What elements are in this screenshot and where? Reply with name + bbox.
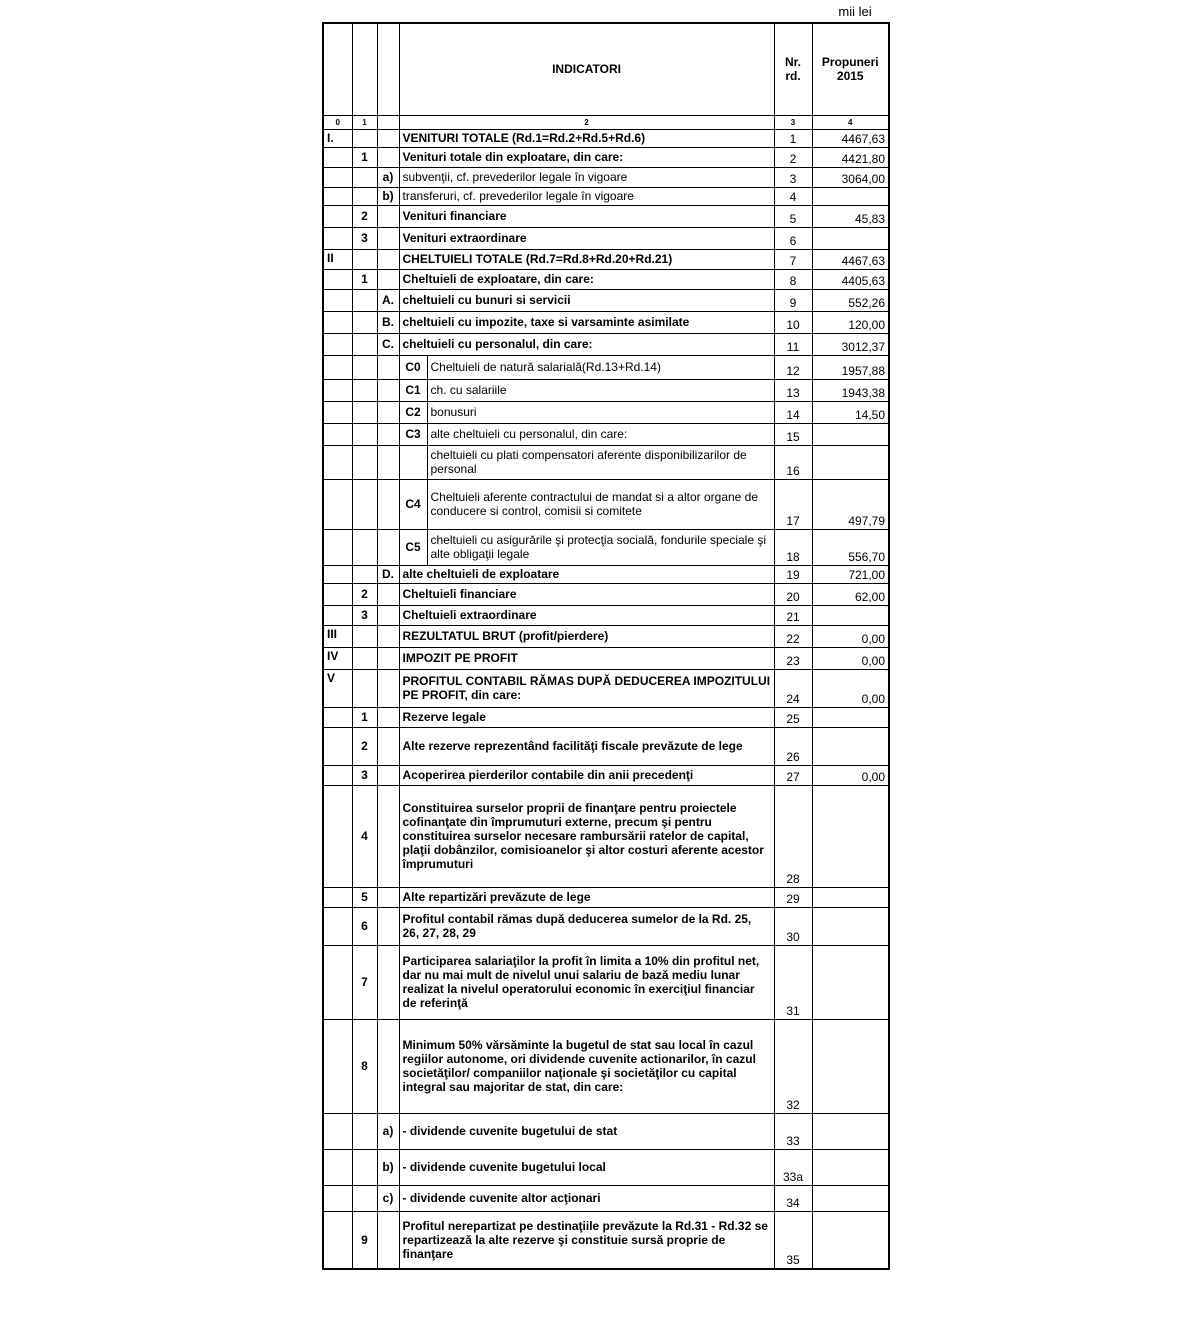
cell-c0 (323, 355, 352, 379)
cell-val: 497,79 (812, 479, 889, 529)
cell-c1 (352, 423, 377, 445)
index-row (323, 115, 889, 129)
cell-val (812, 785, 889, 887)
cell-c0 (323, 269, 352, 289)
cell-nr: 25 (774, 707, 812, 727)
cell-c0 (323, 333, 352, 355)
cell-c0 (323, 765, 352, 785)
cell-c0 (323, 289, 352, 311)
table-row (323, 205, 889, 227)
cell-nr: 27 (774, 765, 812, 785)
cell-c3 (399, 445, 427, 479)
cell-val (812, 1113, 889, 1149)
cell-c2 (377, 1211, 399, 1269)
cell-c0 (323, 707, 352, 727)
cell-c0 (323, 529, 352, 565)
cell-c0 (323, 583, 352, 605)
table-row (323, 669, 889, 707)
cell-c1: 8 (352, 1019, 377, 1113)
cell-c0 (323, 401, 352, 423)
cell-c1: 1 (352, 269, 377, 289)
cell-nr: 13 (774, 379, 812, 401)
cell-val: 3064,00 (812, 167, 889, 187)
cell-nr: 24 (774, 669, 812, 707)
cell-label: cheltuieli cu personalul, din care: (399, 333, 774, 355)
cell-val (812, 727, 889, 765)
cell-c1 (352, 565, 377, 583)
cell-nr: 14 (774, 401, 812, 423)
cell-val: 1943,38 (812, 379, 889, 401)
cell-c0: V (323, 669, 352, 707)
cell-c0 (323, 727, 352, 765)
cell-val: 4421,80 (812, 147, 889, 167)
cell-c0 (323, 1019, 352, 1113)
cell-nr: 5 (774, 205, 812, 227)
cell-label: Venituri extraordinare (399, 227, 774, 249)
cell-c2 (377, 583, 399, 605)
cell-c2 (377, 1019, 399, 1113)
cell-nr: 15 (774, 423, 812, 445)
table-row (323, 565, 889, 583)
cell-c1 (352, 129, 377, 147)
cell-c2 (377, 887, 399, 907)
table-row (323, 887, 889, 907)
cell-c2: C. (377, 333, 399, 355)
table-row (323, 529, 889, 565)
cell-c1: 6 (352, 907, 377, 945)
cell-c1: 2 (352, 727, 377, 765)
cell-c2 (377, 945, 399, 1019)
index-0: 0 (323, 115, 352, 129)
index-2: 2 (399, 115, 774, 129)
table-row (323, 269, 889, 289)
cell-c2 (377, 249, 399, 269)
cell-val: 556,70 (812, 529, 889, 565)
cell-val: 4405,63 (812, 269, 889, 289)
table-row (323, 625, 889, 647)
cell-nr: 16 (774, 445, 812, 479)
table-row (323, 289, 889, 311)
cell-c2 (377, 227, 399, 249)
cell-nr: 3 (774, 167, 812, 187)
cell-val (812, 1185, 889, 1211)
cell-c2 (377, 147, 399, 167)
cell-c1 (352, 379, 377, 401)
cell-label: cheltuieli cu impozite, taxe si varsaminte asimilate (399, 311, 774, 333)
cell-c2 (377, 269, 399, 289)
cell-label: Cheltuieli de natură salarială(Rd.13+Rd.14) (427, 355, 774, 379)
cell-val: 14,50 (812, 401, 889, 423)
cell-val (812, 445, 889, 479)
cell-c0 (323, 147, 352, 167)
cell-label: ch. cu salariile (427, 379, 774, 401)
cell-c2 (377, 625, 399, 647)
cell-c2 (377, 205, 399, 227)
cell-c0 (323, 187, 352, 205)
cell-val (812, 945, 889, 1019)
cell-nr: 23 (774, 647, 812, 669)
cell-c2 (377, 529, 399, 565)
cell-c2 (377, 401, 399, 423)
cell-label: Venituri financiare (399, 205, 774, 227)
cell-c2 (377, 129, 399, 147)
cell-c0 (323, 445, 352, 479)
cell-c2: a) (377, 167, 399, 187)
cell-c1 (352, 1185, 377, 1211)
cell-c2: A. (377, 289, 399, 311)
cell-nr: 32 (774, 1019, 812, 1113)
cell-val: 0,00 (812, 647, 889, 669)
cell-nr: 8 (774, 269, 812, 289)
cell-c2 (377, 727, 399, 765)
cell-nr: 4 (774, 187, 812, 205)
cell-c2 (377, 423, 399, 445)
cell-c0: I. (323, 129, 352, 147)
cell-c1 (352, 529, 377, 565)
index-4: 4 (812, 115, 889, 129)
cell-nr: 9 (774, 289, 812, 311)
cell-c1: 7 (352, 945, 377, 1019)
cell-val (812, 423, 889, 445)
table-row (323, 765, 889, 785)
cell-c2 (377, 647, 399, 669)
table-row (323, 129, 889, 147)
table-row (323, 583, 889, 605)
cell-c3: C0 (399, 355, 427, 379)
cell-c0 (323, 423, 352, 445)
cell-val: 721,00 (812, 565, 889, 583)
cell-c2 (377, 355, 399, 379)
table-row (323, 147, 889, 167)
cell-c2: b) (377, 187, 399, 205)
cell-val (812, 1019, 889, 1113)
cell-label: Cheltuieli financiare (399, 583, 774, 605)
cell-c1 (352, 625, 377, 647)
cell-c1: 3 (352, 227, 377, 249)
table-row (323, 167, 889, 187)
cell-label: Alte rezerve reprezentând facilităţi fiscale prevăzute de lege (399, 727, 774, 765)
index-1: 1 (352, 115, 377, 129)
cell-nr: 28 (774, 785, 812, 887)
budget-table (322, 22, 890, 1270)
cell-label: - dividende cuvenite altor acţionari (399, 1185, 774, 1211)
table-row (323, 785, 889, 887)
cell-c3: C2 (399, 401, 427, 423)
cell-nr: 18 (774, 529, 812, 565)
cell-c1 (352, 311, 377, 333)
cell-c0 (323, 785, 352, 887)
cell-val (812, 187, 889, 205)
cell-label: Acoperirea pierderilor contabile din anii precedenţi (399, 765, 774, 785)
cell-label: Alte repartizări prevăzute de lege (399, 887, 774, 907)
cell-c2: c) (377, 1185, 399, 1211)
cell-val (812, 707, 889, 727)
cell-c0 (323, 1113, 352, 1149)
cell-c0 (323, 227, 352, 249)
cell-nr: 20 (774, 583, 812, 605)
cell-c1 (352, 167, 377, 187)
table-row (323, 187, 889, 205)
cell-label: Cheltuieli aferente contractului de mandat si a altor organe de conducere si control, comisii si comitete (427, 479, 774, 529)
cell-c2 (377, 785, 399, 887)
propuneri-header: Propuneri 2015 (812, 23, 889, 115)
cell-nr: 31 (774, 945, 812, 1019)
cell-c3: C3 (399, 423, 427, 445)
cell-val: 552,26 (812, 289, 889, 311)
cell-c2 (377, 669, 399, 707)
unit-label: mii lei (838, 4, 872, 19)
cell-val (812, 605, 889, 625)
cell-c2: b) (377, 1149, 399, 1185)
cell-c1 (352, 479, 377, 529)
cell-c1: 5 (352, 887, 377, 907)
cell-label: - dividende cuvenite bugetului de stat (399, 1113, 774, 1149)
cell-nr: 7 (774, 249, 812, 269)
cell-c0 (323, 1211, 352, 1269)
cell-c0 (323, 945, 352, 1019)
cell-c1 (352, 187, 377, 205)
table-row (323, 1113, 889, 1149)
cell-c1 (352, 401, 377, 423)
cell-val (812, 887, 889, 907)
cell-nr: 35 (774, 1211, 812, 1269)
table-row (323, 907, 889, 945)
cell-nr: 11 (774, 333, 812, 355)
table-row (323, 605, 889, 625)
cell-c1: 3 (352, 605, 377, 625)
index-3: 3 (774, 115, 812, 129)
table-row (323, 423, 889, 445)
cell-c2: D. (377, 565, 399, 583)
cell-nr: 10 (774, 311, 812, 333)
cell-c1 (352, 1113, 377, 1149)
cell-label: alte cheltuieli de exploatare (399, 565, 774, 583)
cell-label: transferuri, cf. prevederilor legale în vigoare (399, 187, 774, 205)
cell-val: 0,00 (812, 669, 889, 707)
cell-label: Profitul nerepartizat pe destinaţiile prevăzute la Rd.31 - Rd.32 se repartizează la alte rezerve şi constituie sursă proprie de finanţare (399, 1211, 774, 1269)
cell-nr: 19 (774, 565, 812, 583)
cell-label: alte cheltuieli cu personalul, din care: (427, 423, 774, 445)
cell-label: cheltuieli cu bunuri si servicii (399, 289, 774, 311)
cell-c2 (377, 479, 399, 529)
cell-c2 (377, 707, 399, 727)
cell-val: 4467,63 (812, 249, 889, 269)
table-row (323, 445, 889, 479)
cell-c0 (323, 167, 352, 187)
cell-label: REZULTATUL BRUT (profit/pierdere) (399, 625, 774, 647)
table-row (323, 333, 889, 355)
cell-c0 (323, 379, 352, 401)
cell-c2 (377, 605, 399, 625)
cell-val: 62,00 (812, 583, 889, 605)
cell-c2: B. (377, 311, 399, 333)
cell-label: Participarea salariaţilor la profit în limita a 10% din profitul net, dar nu mai mult de nivelul unui salariu de bază mediu lunar realizat la nivelul operatorului economic în exerciţiul financiar de referinţă (399, 945, 774, 1019)
cell-c1: 3 (352, 765, 377, 785)
table-row (323, 227, 889, 249)
cell-nr: 29 (774, 887, 812, 907)
cell-c1: 2 (352, 205, 377, 227)
table-row (323, 479, 889, 529)
cell-c0 (323, 605, 352, 625)
cell-label: bonusuri (427, 401, 774, 423)
table-row (323, 355, 889, 379)
cell-val: 3012,37 (812, 333, 889, 355)
table-row (323, 1211, 889, 1269)
cell-c3: C4 (399, 479, 427, 529)
cell-c1: 4 (352, 785, 377, 887)
cell-c0 (323, 311, 352, 333)
table-row (323, 647, 889, 669)
cell-c1 (352, 289, 377, 311)
header-row (323, 23, 889, 115)
cell-c1: 9 (352, 1211, 377, 1269)
cell-label: CHELTUIELI TOTALE (Rd.7=Rd.8+Rd.20+Rd.21) (399, 249, 774, 269)
cell-c1 (352, 355, 377, 379)
cell-c0 (323, 1149, 352, 1185)
cell-c1 (352, 333, 377, 355)
cell-c1: 1 (352, 707, 377, 727)
cell-val (812, 227, 889, 249)
cell-c0 (323, 887, 352, 907)
cell-val (812, 907, 889, 945)
cell-nr: 2 (774, 147, 812, 167)
cell-val: 4467,63 (812, 129, 889, 147)
table-row (323, 249, 889, 269)
table-row (323, 401, 889, 423)
cell-label: - dividende cuvenite bugetului local (399, 1149, 774, 1185)
cell-label: VENITURI TOTALE (Rd.1=Rd.2+Rd.5+Rd.6) (399, 129, 774, 147)
cell-nr: 6 (774, 227, 812, 249)
cell-c0: III (323, 625, 352, 647)
cell-c1 (352, 445, 377, 479)
cell-c0 (323, 1185, 352, 1211)
table-row (323, 1019, 889, 1113)
cell-c0 (323, 205, 352, 227)
cell-label: Venituri totale din exploatare, din care: (399, 147, 774, 167)
cell-val: 0,00 (812, 625, 889, 647)
cell-label: Minimum 50% vărsăminte la bugetul de stat sau local în cazul regiilor autonome, ori dividende cuvenite actionarilor, în cazul societăţilor/ companiilor naţionale şi societăţilor cu capital integral sau majoritar de stat, din care: (399, 1019, 774, 1113)
cell-c2 (377, 765, 399, 785)
cell-val (812, 1149, 889, 1185)
table-row (323, 1185, 889, 1211)
cell-val: 0,00 (812, 765, 889, 785)
cell-label: Cheltuieli de exploatare, din care: (399, 269, 774, 289)
nr-rd-header: Nr. rd. (774, 23, 812, 115)
cell-c1 (352, 647, 377, 669)
cell-nr: 17 (774, 479, 812, 529)
cell-nr: 21 (774, 605, 812, 625)
cell-c1 (352, 249, 377, 269)
cell-nr: 33a (774, 1149, 812, 1185)
cell-c1: 2 (352, 583, 377, 605)
cell-c0: II (323, 249, 352, 269)
cell-c2 (377, 445, 399, 479)
table-row (323, 379, 889, 401)
cell-nr: 34 (774, 1185, 812, 1211)
cell-c0 (323, 565, 352, 583)
table-row (323, 707, 889, 727)
cell-label: subvenţii, cf. prevederilor legale în vigoare (399, 167, 774, 187)
cell-label: IMPOZIT PE PROFIT (399, 647, 774, 669)
cell-label: PROFITUL CONTABIL RĂMAS DUPĂ DEDUCEREA IMPOZITULUI PE PROFIT, din care: (399, 669, 774, 707)
cell-c0: IV (323, 647, 352, 669)
cell-c3: C1 (399, 379, 427, 401)
cell-label: cheltuieli cu asigurările şi protecţia socială, fondurile speciale şi alte obligaţii legale (427, 529, 774, 565)
table-row (323, 1149, 889, 1185)
cell-label: Constituirea surselor proprii de finanţare pentru proiectele cofinanţate din împrumuturi externe, precum şi pentru constituirea surselor necesare rambursării ratelor de capital, plaţii dobânzilor, comisioanelor şi altor costuri aferente acestor împrumuturi (399, 785, 774, 887)
cell-label: Rezerve legale (399, 707, 774, 727)
cell-val (812, 1211, 889, 1269)
cell-label: Profitul contabil rămas după deducerea sumelor de la Rd. 25, 26, 27, 28, 29 (399, 907, 774, 945)
cell-c1: 1 (352, 147, 377, 167)
cell-label: Cheltuieli extraordinare (399, 605, 774, 625)
cell-c2 (377, 379, 399, 401)
cell-nr: 1 (774, 129, 812, 147)
cell-nr: 33 (774, 1113, 812, 1149)
cell-nr: 26 (774, 727, 812, 765)
cell-val: 1957,88 (812, 355, 889, 379)
cell-nr: 22 (774, 625, 812, 647)
cell-c0 (323, 479, 352, 529)
cell-nr: 30 (774, 907, 812, 945)
cell-c2 (377, 907, 399, 945)
indicatori-header: INDICATORI (399, 23, 774, 115)
cell-c1 (352, 669, 377, 707)
cell-c0 (323, 907, 352, 945)
table-row (323, 945, 889, 1019)
cell-val: 45,83 (812, 205, 889, 227)
cell-c2: a) (377, 1113, 399, 1149)
cell-c3: C5 (399, 529, 427, 565)
cell-label: cheltuieli cu plati compensatori aferente disponibilizarilor de personal (427, 445, 774, 479)
cell-val: 120,00 (812, 311, 889, 333)
cell-c1 (352, 1149, 377, 1185)
cell-nr: 12 (774, 355, 812, 379)
table-row (323, 727, 889, 765)
table-row (323, 311, 889, 333)
